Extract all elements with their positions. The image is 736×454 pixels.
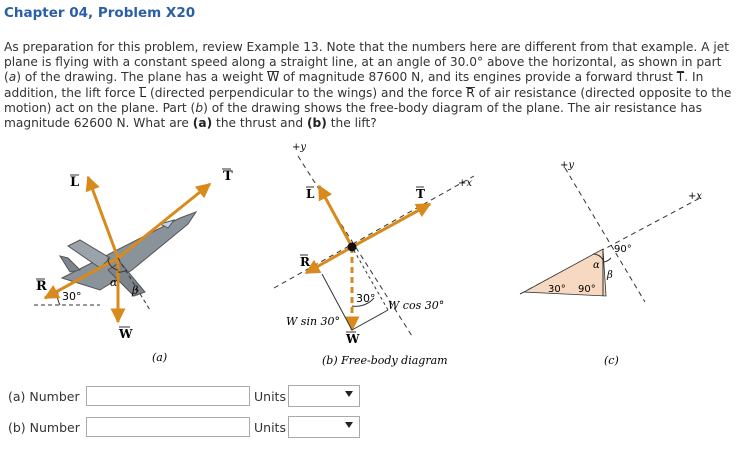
a-label-r: R (36, 279, 47, 294)
chevron-down-icon (345, 391, 353, 397)
a-label-t: T (223, 169, 233, 184)
chevron-down-icon (345, 422, 353, 428)
vector-r-symbol: R (466, 85, 475, 100)
units-label-b: Units (254, 419, 286, 435)
units-label-a: Units (254, 388, 286, 404)
a-alpha: α (110, 276, 118, 289)
b-w-cos: W cos 30° (388, 299, 445, 312)
c-angle-90-top: 90° (614, 244, 632, 255)
b-label-w: W (346, 332, 360, 346)
c-plus-x: +x (688, 191, 703, 202)
b-label-l: L (306, 187, 315, 201)
thrust-arrow (118, 184, 210, 258)
a-label-l: L (70, 175, 80, 190)
b-origin-dot (348, 243, 357, 252)
b-air-resistance-arrow (306, 247, 352, 273)
b-lift-arrow (319, 186, 352, 247)
a-caption: (a) (152, 351, 168, 364)
c-angle-30: 30° (548, 284, 566, 295)
answer-a-units-select[interactable] (288, 385, 360, 407)
figure-part-c (520, 160, 702, 367)
b-plus-y: +y (292, 142, 307, 153)
c-caption: (c) (604, 354, 619, 367)
a-label-w: W (119, 327, 133, 341)
answer-b-units-select[interactable] (288, 416, 360, 438)
b-w-sin: W sin 30° (286, 315, 341, 328)
a-angle-30: 30° (62, 290, 82, 303)
answer-a-number-input[interactable] (86, 386, 250, 406)
figure-part-a (34, 169, 233, 364)
b-thrust-arrow (352, 204, 430, 247)
c-angle-90: 90° (578, 284, 596, 295)
b-angle-30: 30° (356, 292, 376, 305)
physics-figure (0, 138, 736, 370)
c-beta: β (607, 270, 613, 281)
problem-title: Chapter 04, Problem X20 (4, 5, 196, 21)
b-label-r: R (300, 255, 310, 269)
b-label-t: T (416, 187, 425, 201)
problem-statement: As preparation for this problem, review Example 13. Note that the numbers here are different from that example. A jet plane is flying with a constant speed along a straight line, at an angle of 30.0° above the horizontal, as shown in part (a) of the drawing. The plane has a weight W of magnitude 87600 N, and its engines provide a forward thrust T. In addition, the lift force L (directed perpendicular to the wings) and the force R of air resistance (directed opposite to the motion) act on the plane. Part (b) of the drawing shows the free-body diagram of the plane. The air resistance has magnitude 62600 N. What are (a) the thrust and (b) the lift? (4, 40, 732, 131)
answer-label-a: (a) Number (8, 388, 80, 404)
vector-t-symbol: T (676, 70, 685, 85)
c-alpha: α (593, 260, 600, 271)
answer-row-a (8, 385, 360, 407)
a-beta: β (132, 284, 139, 297)
jet-plane-image (60, 212, 196, 296)
figure-part-b (274, 142, 474, 367)
answer-row-b (8, 416, 360, 438)
b-plus-x: +x (458, 178, 473, 189)
lift-arrow (88, 177, 118, 258)
b-caption: (b) Free-body diagram (322, 354, 448, 367)
vector-w-symbol: W (267, 70, 280, 85)
answer-b-number-input[interactable] (86, 417, 250, 437)
c-plus-y: +y (560, 160, 575, 171)
vector-l-symbol: L (139, 85, 147, 100)
answer-label-b: (b) Number (8, 419, 80, 435)
